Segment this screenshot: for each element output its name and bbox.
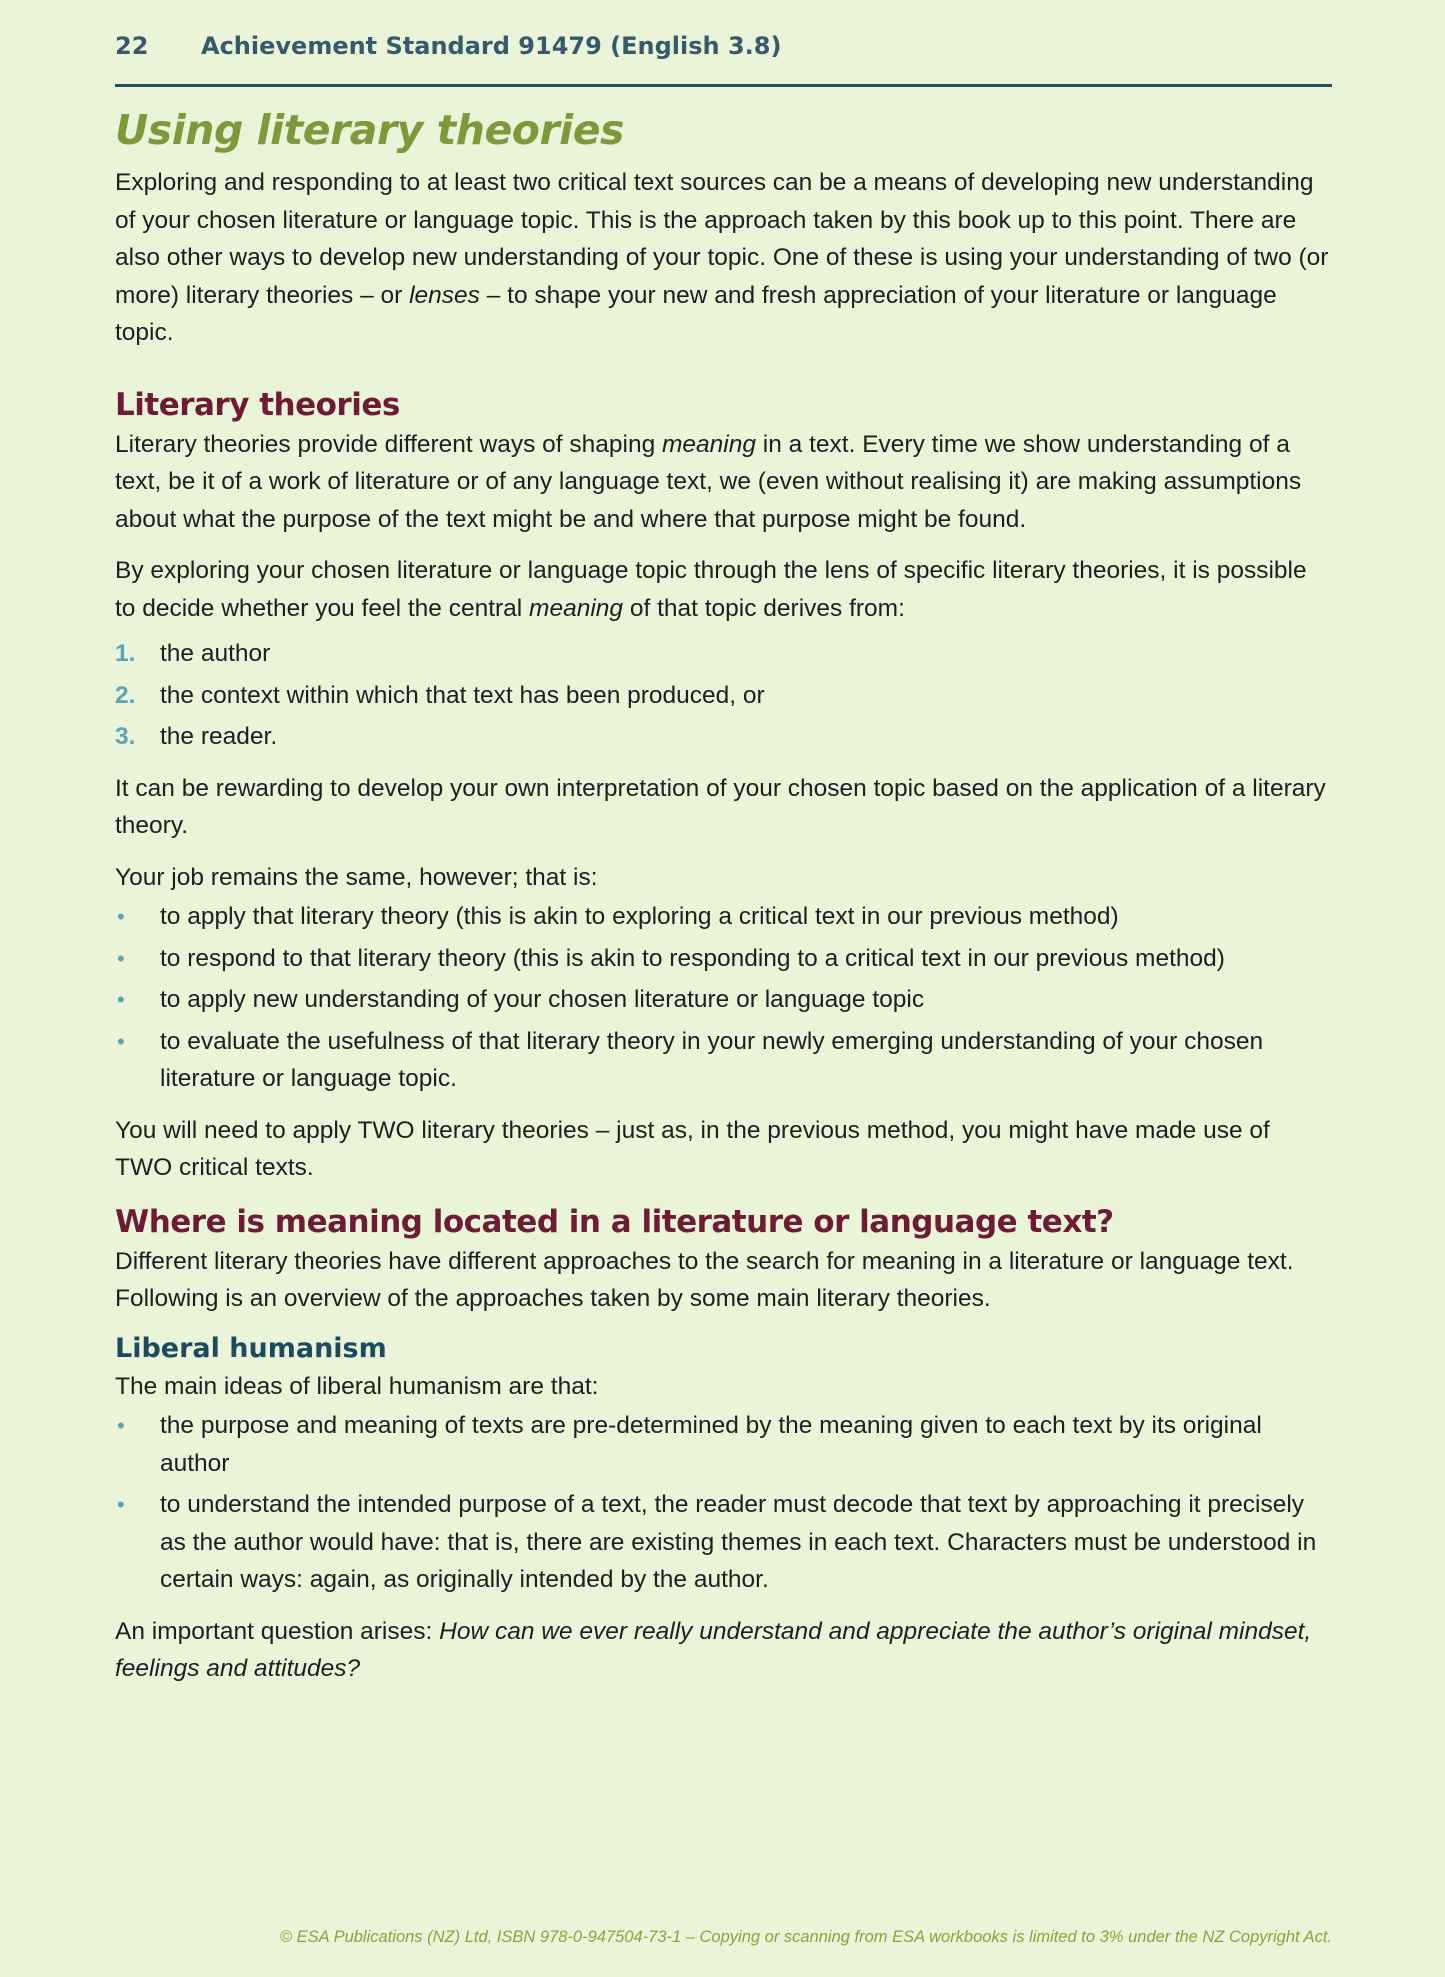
literary-theories-paragraph-1: Literary theories provide different ways of shaping meaning in a text. Every time we show understanding of a text, be it of a work of literature or of any language text, we (even without realising it) are making assumptions about what the purpose of the text might be and where that purpose might be found. bbox=[115, 430, 1302, 533]
list-item: 3. the reader. bbox=[115, 718, 1332, 756]
meaning-source-list bbox=[115, 635, 1332, 756]
list-item: • to apply that literary theory (this is akin to exploring a critical text in our previous method) bbox=[115, 898, 1332, 936]
emphasis-lenses: lenses bbox=[409, 281, 480, 309]
bullet-icon: • bbox=[117, 1028, 125, 1054]
liberal-humanism-paragraph-1: The main ideas of liberal humanism are that: bbox=[115, 1372, 599, 1400]
running-header bbox=[115, 32, 1332, 87]
literary-theories-paragraph-2: By exploring your chosen literature or language topic through the lens of specific literary theories, it is possible to decide whether you feel the central meaning of that topic derives from: bbox=[115, 557, 1307, 622]
bullet-icon: • bbox=[117, 1492, 125, 1517]
important-question: How can we ever really understand and appreciate the author’s original mindset, feelings and attitudes? bbox=[115, 1617, 1312, 1682]
list-number: 2. bbox=[115, 681, 136, 709]
running-title: Achievement Standard 91479 (English 3.8) bbox=[201, 32, 782, 60]
bullet-icon: • bbox=[117, 904, 125, 929]
literary-theories-paragraph-5: You will need to apply TWO literary theories – just as, in the previous method, you might have made use of TWO critical texts. bbox=[115, 1116, 1270, 1181]
page-number: 22 bbox=[115, 32, 149, 60]
list-item: • to understand the intended purpose of a text, the reader must decode that text by approaching it precisely as the author would have: that is, there are existing themes in each text. Characters must be understood in certain ways: again, as originally intended by the author. bbox=[115, 1486, 1332, 1599]
literary-theories-paragraph-3: It can be rewarding to develop your own interpretation of your chosen topic based on the application of a literary theory. bbox=[115, 774, 1326, 839]
liberal-humanism-paragraph-2: An important question arises: How can we ever really understand and appreciate the author’s original mindset, feelings and attitudes? bbox=[115, 1617, 1312, 1682]
bullet-icon: • bbox=[117, 987, 125, 1012]
job-bullet-list bbox=[115, 898, 1332, 1098]
list-number: 3. bbox=[115, 723, 136, 750]
section-heading-literary-theories: Literary theories bbox=[115, 386, 400, 423]
liberal-humanism-bullet-list bbox=[115, 1407, 1332, 1599]
list-number: 1. bbox=[115, 640, 136, 667]
list-item: • to apply new understanding of your chosen literature or language topic bbox=[115, 981, 1332, 1019]
copyright-footer: © ESA Publications (NZ) Ltd, ISBN 978-0-947504-73-1 – Copying or scanning from ESA workbooks is limited to 3% under the NZ Copyright Act. bbox=[279, 1928, 1332, 1946]
page-title: Using literary theories bbox=[115, 106, 624, 154]
list-item: 2. the context within which that text has been produced, or bbox=[115, 677, 1332, 715]
list-item: • to evaluate the usefulness of that literary theory in your newly emerging understanding of your chosen literature or language topic. bbox=[115, 1023, 1332, 1098]
bullet-icon: • bbox=[117, 945, 125, 971]
list-item: • the purpose and meaning of texts are pre-determined by the meaning given to each text by its original author bbox=[115, 1407, 1332, 1482]
intro-paragraph: Exploring and responding to at least two critical text sources can be a means of developing new understanding of your chosen literature or language topic. This is the approach taken by this book up to this point. There are also other ways to develop new understanding of your topic. One of these is using your understanding of two (or more) literary theories – or lenses – to shape your new and fresh appreciation of your literature or language topic. bbox=[115, 169, 1329, 346]
list-item: 1. the author bbox=[115, 635, 1332, 673]
bullet-icon: • bbox=[117, 1413, 125, 1438]
subsection-heading-liberal-humanism: Liberal humanism bbox=[115, 1332, 387, 1364]
content bbox=[115, 104, 1332, 1702]
list-item: • to respond to that literary theory (this is akin to responding to a critical text in our previous method) bbox=[115, 940, 1332, 978]
literary-theories-paragraph-4: Your job remains the same, however; that is: bbox=[115, 863, 598, 891]
meaning-section-paragraph: Different literary theories have different approaches to the search for meaning in a literature or language text. Following is an overview of the approaches taken by some main literary theories. bbox=[115, 1247, 1294, 1312]
section-heading-meaning-location: Where is meaning located in a literature or language text? bbox=[115, 1203, 1114, 1240]
